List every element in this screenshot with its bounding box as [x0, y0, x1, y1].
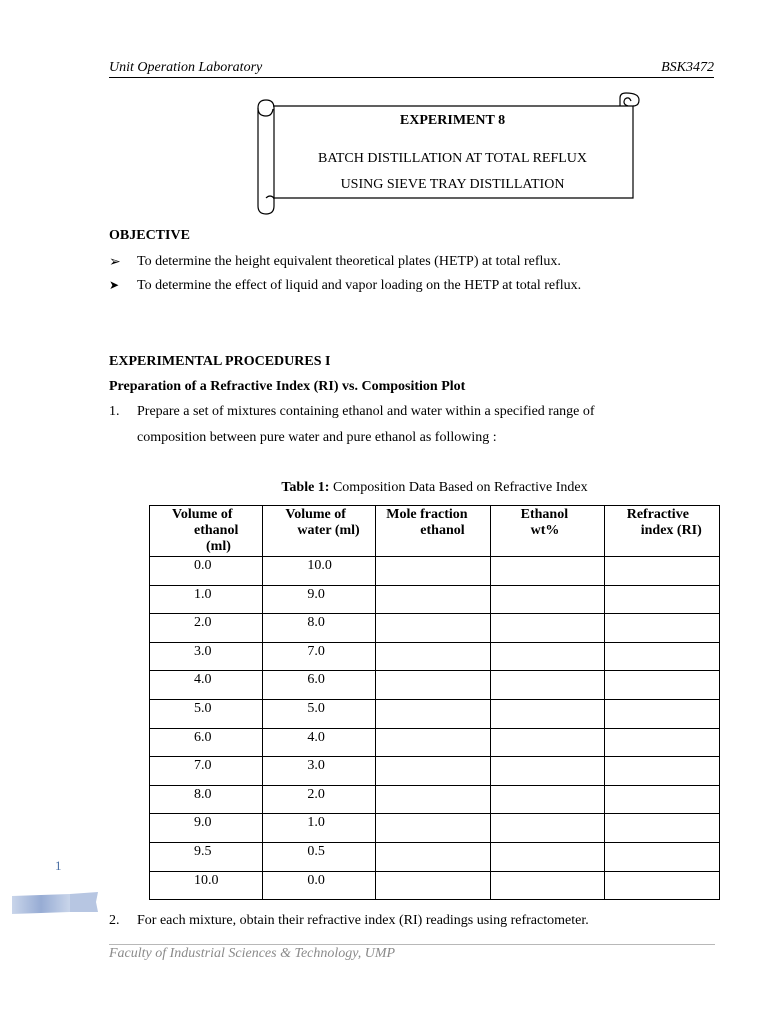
table-row — [150, 728, 720, 757]
table-cell: 3.0 — [150, 642, 263, 671]
table-cell: 9.5 — [150, 842, 263, 871]
header-line: Ethanol — [520, 507, 569, 522]
table-cell: 10.0 — [150, 871, 263, 900]
table-cell — [376, 842, 490, 871]
table-cell: 5.0 — [263, 699, 376, 728]
page-footer: Faculty of Industrial Sciences & Technology, UMP — [109, 946, 396, 961]
procedures-subheading: Preparation of a Refractive Index (RI) vs. Composition Plot — [109, 379, 466, 394]
table-caption — [149, 480, 720, 496]
header-line: ethanol — [194, 523, 239, 538]
table-cell: 8.0 — [263, 614, 376, 643]
table-row — [150, 871, 720, 900]
table-cell — [376, 642, 490, 671]
composition-table — [149, 505, 720, 900]
table-cell: 1.0 — [150, 585, 263, 614]
page-number: 1 — [55, 858, 62, 873]
table-cell: 2.0 — [150, 614, 263, 643]
objective-bullet-text: To determine the height equivalent theoretical plates (HETP) at total reflux. — [137, 254, 561, 269]
table-cell: 9.0 — [263, 585, 376, 614]
table-cell — [604, 585, 719, 614]
table-cell — [490, 642, 604, 671]
header-mole-fraction — [376, 506, 490, 557]
table-cell — [376, 699, 490, 728]
table-cell — [490, 557, 604, 586]
table-cell: 3.0 — [263, 757, 376, 786]
header-course-title: Unit Operation Laboratory — [109, 60, 263, 75]
table-cell: 4.0 — [263, 728, 376, 757]
table-cell — [376, 757, 490, 786]
table-cell — [604, 871, 719, 900]
table-cell — [604, 814, 719, 843]
experiment-title-line-2: USING SIEVE TRAY DISTILLATION — [340, 177, 565, 192]
table-cell — [604, 728, 719, 757]
page-header — [109, 60, 714, 78]
table-cell: 5.0 — [150, 699, 263, 728]
page-tab-icon — [10, 888, 100, 918]
table-cell — [376, 585, 490, 614]
table-row — [150, 585, 720, 614]
table-cell — [490, 671, 604, 700]
table-cell: 0.0 — [150, 557, 263, 586]
table-cell — [490, 585, 604, 614]
table-row — [150, 842, 720, 871]
table-row — [150, 757, 720, 786]
objective-heading: OBJECTIVE — [109, 228, 190, 243]
table-cell: 0.5 — [263, 842, 376, 871]
table-cell — [604, 671, 719, 700]
table-cell: 10.0 — [263, 557, 376, 586]
header-line: ethanol — [420, 523, 465, 538]
experiment-title-line-1: BATCH DISTILLATION AT TOTAL REFLUX — [317, 151, 588, 166]
table-cell: 8.0 — [150, 785, 263, 814]
header-volume-ethanol — [150, 506, 263, 557]
table-cell: 7.0 — [150, 757, 263, 786]
table-cell — [376, 785, 490, 814]
table-cell: 7.0 — [263, 642, 376, 671]
arrow-bullet-icon: ➤ — [109, 278, 120, 292]
step-text-line-1: Prepare a set of mixtures containing ethanol and water within a specified range of — [137, 404, 595, 419]
table-cell — [604, 757, 719, 786]
table-cell — [376, 557, 490, 586]
table-cell — [490, 699, 604, 728]
table-cell — [490, 785, 604, 814]
table-cell — [490, 614, 604, 643]
table-cell — [604, 785, 719, 814]
table-cell: 9.0 — [150, 814, 263, 843]
step-text-line-2: composition between pure water and pure ethanol as following : — [137, 430, 497, 445]
table-cell: 0.0 — [263, 871, 376, 900]
objective-bullet-text: To determine the effect of liquid and vapor loading on the HETP at total reflux. — [137, 278, 582, 293]
experiment-number: EXPERIMENT 8 — [399, 113, 506, 128]
table-row — [150, 614, 720, 643]
table-cell — [490, 757, 604, 786]
table-cell — [376, 814, 490, 843]
table-cell — [604, 699, 719, 728]
table-cell — [376, 728, 490, 757]
table-cell — [376, 671, 490, 700]
table-cell — [490, 871, 604, 900]
table-caption-label: Table 1: — [281, 480, 330, 495]
table-cell: 6.0 — [263, 671, 376, 700]
procedures-heading: EXPERIMENTAL PROCEDURES I — [109, 354, 331, 369]
table-cell — [490, 842, 604, 871]
step-number: 1. — [109, 404, 120, 419]
table-cell: 2.0 — [263, 785, 376, 814]
table-row — [150, 814, 720, 843]
header-line: index (RI) — [640, 523, 702, 538]
table-cell — [604, 557, 719, 586]
table-row — [150, 671, 720, 700]
table-cell — [490, 728, 604, 757]
table-cell — [604, 614, 719, 643]
table-cell — [604, 642, 719, 671]
step-text: For each mixture, obtain their refractive index (RI) readings using refractometer. — [137, 913, 589, 928]
header-line: Refractive — [626, 507, 689, 522]
header-refractive-index — [604, 506, 719, 557]
header-volume-water — [263, 506, 376, 557]
table-cell: 1.0 — [263, 814, 376, 843]
step-number: 2. — [109, 913, 120, 928]
header-line: Volume of — [172, 507, 233, 522]
header-course-code: BSK3472 — [661, 60, 714, 75]
table-caption-text: Composition Data Based on Refractive Index — [329, 480, 588, 495]
header-line: Mole fraction — [386, 507, 468, 522]
table-row — [150, 785, 720, 814]
table-cell — [604, 842, 719, 871]
header-line: wt% — [530, 523, 560, 538]
table-row — [150, 642, 720, 671]
table-header-row — [150, 506, 720, 557]
table-row — [150, 699, 720, 728]
table-cell: 6.0 — [150, 728, 263, 757]
header-line: Volume of — [285, 507, 346, 522]
table-cell: 4.0 — [150, 671, 263, 700]
table-cell — [490, 814, 604, 843]
table-cell — [376, 871, 490, 900]
header-ethanol-wt — [490, 506, 604, 557]
footer-divider — [109, 944, 715, 945]
table-row — [150, 557, 720, 586]
arrow-bullet-icon: ➢ — [109, 255, 121, 270]
table-cell — [376, 614, 490, 643]
header-line: (ml) — [206, 539, 231, 554]
header-line: water (ml) — [297, 523, 360, 538]
